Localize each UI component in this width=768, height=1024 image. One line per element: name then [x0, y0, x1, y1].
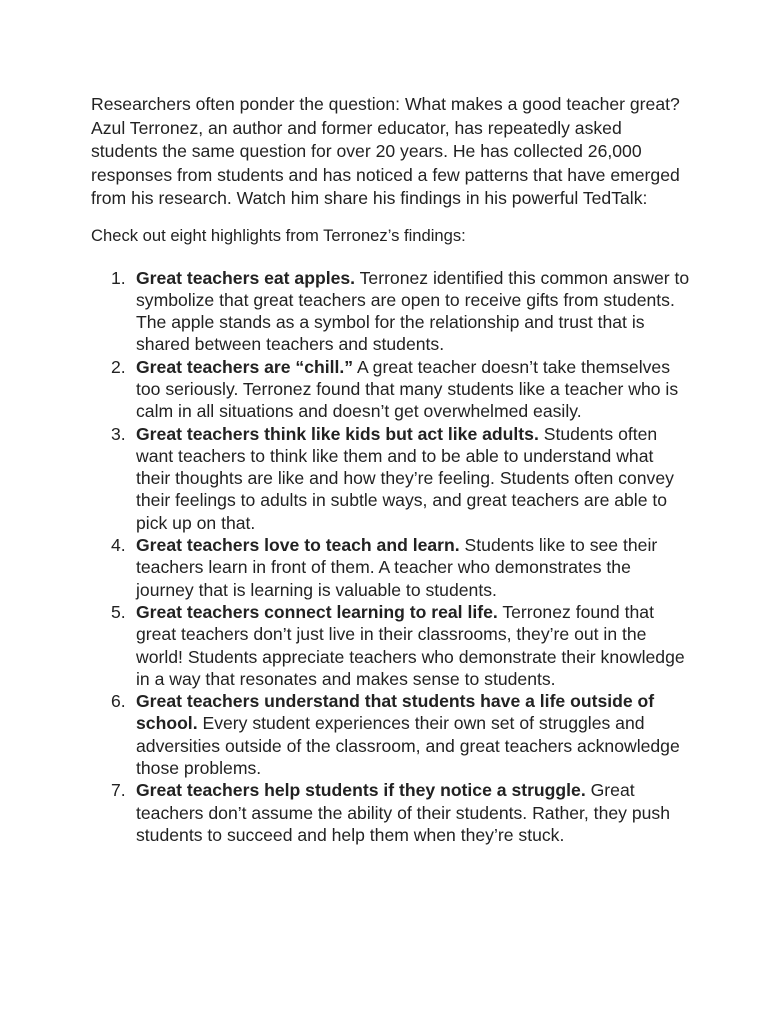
list-item-text: A great teacher doesn’t take themselves too seriously. Terronez found that many students like a teacher who is calm in all situations and doesn’t get overwhelmed easily.	[136, 356, 679, 422]
list-item	[111, 534, 691, 601]
list-item-heading: Great teachers help students if they notice a struggle.	[136, 780, 586, 801]
list-item-number: 7.	[111, 780, 126, 801]
list-item-number: 2.	[111, 356, 126, 377]
list-item-heading: Great teachers think like kids but act like adults.	[136, 423, 539, 444]
list-item-text: Terronez found that great teachers don’t just live in their classrooms, they’re out in the world! Students appreciate teachers who demonstrate their knowledge in a way that resonates and makes sense to students.	[136, 601, 685, 689]
list-item	[111, 423, 691, 534]
list-item-text: Great teachers don’t assume the ability of their students. Rather, they push students to succeed and help them when they’re stuck.	[136, 780, 670, 845]
findings-subheading: Check out eight highlights from Terronez’s findings:	[91, 225, 466, 245]
list-item-number: 4.	[111, 535, 126, 556]
list-item-number: 6.	[111, 691, 126, 712]
list-item-heading: Great teachers are “chill.”	[136, 356, 354, 377]
intro-paragraph: Researchers often ponder the question: What makes a good teacher great? Azul Terronez, an author and former educator, has repeatedly asked students the same question for over 20 years. He has collected 26,000 responses from students and has noticed a few patterns that have emerged from his research. Watch him share his findings in his powerful TedTalk:	[91, 94, 680, 208]
list-item	[111, 690, 691, 779]
list-item-heading: Great teachers love to teach and learn.	[136, 535, 460, 556]
list-item-text: Terronez identified this common answer to symbolize that great teachers are open to receive gifts from students. The apple stands as a symbol for the relationship and trust that is shared between teachers and students.	[136, 267, 690, 355]
list-item-heading: Great teachers connect learning to real life.	[136, 601, 498, 622]
list-item-text: Every student experiences their own set of struggles and adversities outside of the classroom, and great teachers acknowledge those problems.	[136, 713, 680, 779]
list-item	[111, 779, 691, 846]
list-item-text: Students often want teachers to think like them and to be able to understand what their thoughts are like and how they’re feeling. Students often convey their feelings to adults in subtle ways, and great teachers are able to pick up on that.	[136, 423, 674, 533]
list-item-text: Students like to see their teachers learn in front of them. A teacher who demonstrates the journey that is learning is valuable to students.	[136, 535, 658, 600]
list-item	[111, 601, 691, 690]
list-item-number: 1.	[111, 267, 126, 288]
list-item-number: 5.	[111, 601, 126, 622]
list-item-number: 3.	[111, 423, 126, 444]
list-item-heading: Great teachers eat apples.	[136, 267, 356, 288]
findings-list	[91, 267, 691, 847]
list-item-heading: Great teachers understand that students have a life outside of school.	[136, 691, 655, 734]
list-item	[111, 267, 691, 356]
list-item	[111, 356, 691, 423]
document-page	[91, 93, 691, 846]
